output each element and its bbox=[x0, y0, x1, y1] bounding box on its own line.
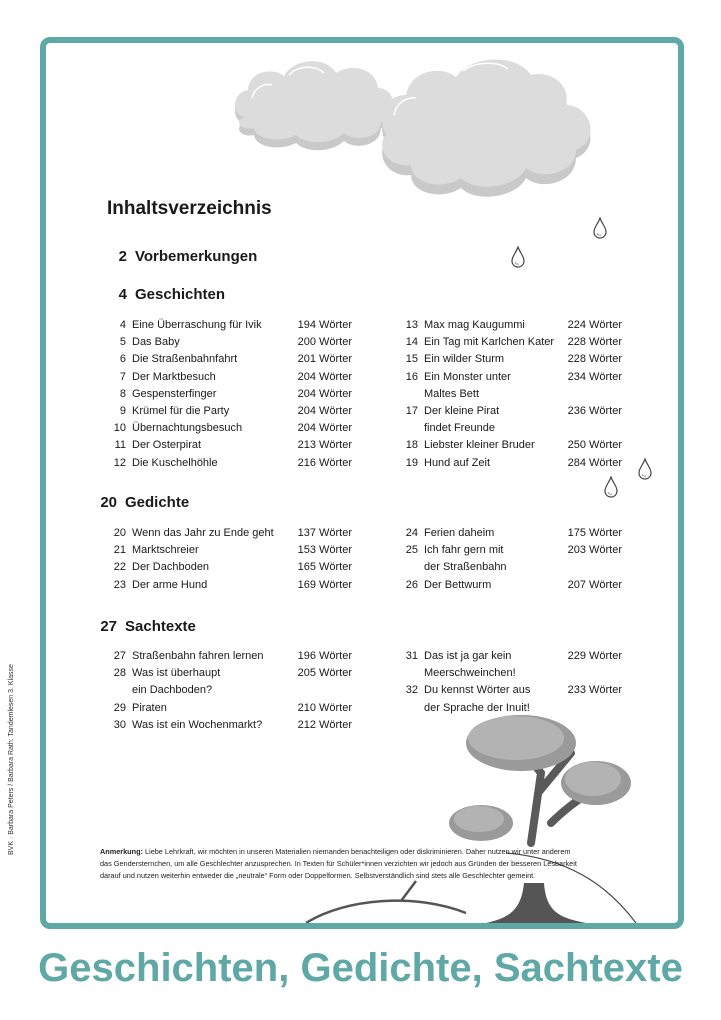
entry-title-line: Max mag Kaugummi bbox=[424, 319, 525, 331]
entry-title-line: ein Dachboden? bbox=[132, 684, 213, 697]
entry-word-count: 196 Wörter bbox=[297, 650, 352, 662]
section-label: Geschichten bbox=[135, 286, 226, 303]
section-page: 4 bbox=[118, 286, 127, 303]
entry-title-line: Was ist überhaupt bbox=[132, 667, 221, 680]
entry-word-count: 200 Wörter bbox=[297, 336, 352, 349]
entry-word-count: 233 Wörter bbox=[567, 684, 622, 697]
entry-title-line: der Sprache der Inuit! bbox=[424, 701, 530, 714]
entry-word-count: 165 Wörter bbox=[297, 561, 352, 574]
entry-title bbox=[132, 455, 298, 472]
entry-title-line: Das Baby bbox=[132, 336, 180, 349]
toc-entry bbox=[396, 351, 622, 368]
toc-entry bbox=[104, 717, 352, 734]
entry-page: 6 bbox=[119, 353, 126, 366]
entry-title bbox=[424, 455, 568, 472]
entry-title-line: Der Osterpirat bbox=[132, 439, 202, 452]
section-sachtexte bbox=[97, 618, 196, 635]
entry-word-count: 210 Wörter bbox=[297, 701, 352, 714]
entry-title bbox=[132, 386, 298, 403]
sachtexte-right-column bbox=[396, 648, 622, 717]
toc-entry bbox=[396, 525, 622, 542]
toc-entry bbox=[396, 403, 622, 437]
entry-word-count: 203 Wörter bbox=[567, 544, 622, 557]
cloud-large-icon bbox=[382, 59, 590, 196]
entry-title bbox=[424, 351, 568, 368]
entry-title bbox=[132, 351, 298, 368]
entry-title bbox=[132, 403, 298, 420]
entry-word-count: 137 Wörter bbox=[297, 527, 352, 539]
entry-title bbox=[424, 648, 568, 682]
entry-page: 12 bbox=[113, 456, 126, 469]
entry-title bbox=[132, 700, 298, 717]
entry-title-line: Marktschreier bbox=[132, 544, 199, 557]
entry-title-line: Der Marktbesuch bbox=[132, 370, 216, 383]
entry-title-line: Übernachtungsbesuch bbox=[132, 422, 243, 435]
sachtexte-left-column bbox=[104, 648, 352, 734]
entry-title bbox=[132, 665, 298, 699]
entry-word-count: 213 Wörter bbox=[297, 439, 352, 452]
entry-page: 28 bbox=[113, 667, 126, 680]
raindrop-icon bbox=[511, 246, 525, 268]
entry-word-count: 175 Wörter bbox=[567, 527, 622, 539]
entry-title bbox=[424, 437, 568, 454]
toc-entry bbox=[104, 386, 352, 403]
raindrop-icon bbox=[638, 458, 652, 480]
entry-title bbox=[424, 577, 568, 594]
geschichten-left-column bbox=[104, 317, 352, 472]
note-text: Liebe Lehrkraft, wir möchten in unseren Materialien niemanden benachteiligen oder diskriminieren. Daher nutzen wir unter anderem das Gendersternchen, um alle Geschlechter anzusprechen. In Texten für Schüler*innen verzichten wir jedoch aus Gründen der besseren Lesbarkeit darauf und nutzen weiterhin entweder die „neutrale“ Form oder Doppelformen. Selbstverständlich sind stets alle Geschlechter gemeint. bbox=[100, 847, 577, 881]
entry-word-count: 207 Wörter bbox=[567, 578, 622, 591]
section-page: 2 bbox=[118, 248, 127, 265]
toc-entry bbox=[396, 437, 622, 454]
gedichte-right-column bbox=[396, 525, 622, 594]
entry-page: 17 bbox=[405, 405, 418, 418]
entry-word-count: 234 Wörter bbox=[567, 370, 622, 383]
entry-title-line: Hund auf Zeit bbox=[424, 456, 491, 469]
entry-title bbox=[424, 369, 568, 403]
entry-title-line: Der kleine Pirat bbox=[424, 405, 500, 418]
entry-title-line: Ferien daheim bbox=[424, 527, 495, 539]
entry-word-count: 201 Wörter bbox=[297, 353, 352, 366]
entry-title-line: Ich fahr gern mit bbox=[424, 544, 504, 557]
bottom-title: Geschichten, Gedichte, Sachtexte bbox=[38, 946, 683, 990]
entry-word-count: 284 Wörter bbox=[567, 456, 622, 469]
clouds-illustration bbox=[226, 53, 626, 213]
entry-title bbox=[132, 334, 298, 351]
entry-title bbox=[424, 542, 568, 576]
entry-title-line: Was ist ein Wochenmarkt? bbox=[132, 718, 263, 731]
toc-entry bbox=[396, 455, 622, 472]
toc-entry bbox=[104, 700, 352, 717]
page-frame bbox=[40, 37, 684, 929]
entry-page: 10 bbox=[113, 422, 126, 435]
entry-title bbox=[424, 317, 568, 334]
entry-title-line: Der Dachboden bbox=[132, 561, 210, 574]
entry-page: 11 bbox=[114, 439, 126, 452]
toc-entry bbox=[396, 682, 622, 716]
entry-word-count: 205 Wörter bbox=[297, 667, 352, 680]
entry-title-line: Ein wilder Sturm bbox=[424, 353, 505, 366]
entry-title-line: Gespensterfinger bbox=[132, 387, 217, 400]
entry-page: 15 bbox=[405, 353, 418, 366]
entry-word-count: 228 Wörter bbox=[567, 353, 622, 366]
gedichte-left-column bbox=[104, 525, 352, 594]
toc-entry bbox=[104, 455, 352, 472]
section-geschichten bbox=[107, 286, 225, 303]
entry-title bbox=[132, 648, 298, 665]
section-page: 20 bbox=[100, 494, 117, 511]
toc-entry bbox=[104, 334, 352, 351]
section-label: Gedichte bbox=[125, 494, 190, 511]
entry-title-line: Die Straßenbahnfahrt bbox=[132, 353, 238, 366]
entry-page: 16 bbox=[405, 370, 418, 383]
entry-page: 4 bbox=[119, 319, 126, 331]
toc-entry bbox=[396, 542, 622, 576]
entry-title bbox=[132, 369, 298, 386]
entry-page: 7 bbox=[119, 370, 126, 383]
entry-word-count: 216 Wörter bbox=[297, 456, 352, 469]
entry-title bbox=[424, 682, 568, 716]
tree-crown-icon bbox=[466, 715, 631, 805]
entry-word-count: 169 Wörter bbox=[297, 578, 352, 591]
entry-word-count: 204 Wörter bbox=[297, 370, 352, 383]
page-title: Inhaltsverzeichnis bbox=[107, 198, 272, 219]
toc-entry bbox=[104, 665, 352, 699]
entry-title-line: Das ist ja gar kein bbox=[424, 650, 512, 662]
entry-title-line: Eine Überraschung für Ivik bbox=[132, 319, 262, 331]
teacher-note bbox=[100, 846, 580, 882]
entry-title-line: Piraten bbox=[132, 701, 167, 714]
entry-page: 20 bbox=[113, 527, 126, 539]
toc-entry bbox=[396, 577, 622, 594]
toc-entry bbox=[104, 351, 352, 368]
section-label: Sachtexte bbox=[125, 618, 196, 635]
entry-page: 13 bbox=[405, 319, 418, 331]
entry-title-line: Krümel für die Party bbox=[132, 405, 230, 418]
entry-page: 23 bbox=[113, 578, 126, 591]
toc-entry bbox=[104, 369, 352, 386]
entry-page: 19 bbox=[405, 456, 418, 469]
entry-page: 14 bbox=[405, 336, 418, 349]
entry-title bbox=[132, 317, 298, 334]
entry-page: 26 bbox=[405, 578, 418, 591]
entry-title-line: Maltes Bett bbox=[424, 387, 480, 400]
section-page: 27 bbox=[100, 618, 117, 635]
entry-page: 32 bbox=[405, 684, 418, 697]
entry-page: 31 bbox=[405, 650, 418, 662]
entry-title bbox=[132, 717, 298, 734]
entry-title-line: Wenn das Jahr zu Ende geht bbox=[132, 527, 274, 539]
toc-entry bbox=[104, 542, 352, 559]
entry-word-count: 224 Wörter bbox=[567, 319, 622, 331]
entry-page: 18 bbox=[405, 439, 418, 452]
entry-title bbox=[132, 542, 298, 559]
toc-entry bbox=[104, 403, 352, 420]
entry-page: 22 bbox=[113, 561, 126, 574]
entry-title bbox=[132, 420, 298, 437]
entry-title-line: Die Kuschelhöhle bbox=[132, 456, 218, 469]
entry-title-line: Ein Tag mit Karlchen Kater bbox=[424, 336, 555, 349]
toc-entry bbox=[104, 437, 352, 454]
entry-page: 5 bbox=[119, 336, 126, 349]
section-gedichte bbox=[97, 494, 189, 511]
toc-entry bbox=[396, 334, 622, 351]
section-vorbemerkungen bbox=[107, 248, 257, 265]
bush-icon bbox=[449, 805, 513, 841]
entry-word-count: 153 Wörter bbox=[297, 544, 352, 557]
entry-title bbox=[132, 577, 298, 594]
entry-title bbox=[424, 334, 568, 351]
entry-word-count: 212 Wörter bbox=[297, 718, 352, 731]
entry-title bbox=[132, 437, 298, 454]
toc-entry bbox=[396, 369, 622, 403]
side-credit: BVK · Barbara Peters / Barbara Rath: Tandemlesen 3. Klasse bbox=[8, 664, 15, 855]
entry-title-line: Meerschweinchen! bbox=[424, 667, 516, 680]
toc-entry bbox=[104, 317, 352, 334]
tree-illustration bbox=[306, 713, 678, 923]
entry-title-line: Der Bettwurm bbox=[424, 578, 492, 591]
raindrop-icon bbox=[604, 476, 618, 498]
entry-word-count: 194 Wörter bbox=[297, 319, 352, 331]
toc-entry bbox=[104, 648, 352, 665]
toc-entry bbox=[104, 577, 352, 594]
entry-word-count: 204 Wörter bbox=[297, 387, 352, 400]
entry-title bbox=[132, 559, 298, 576]
entry-title-line: Du kennst Wörter aus bbox=[424, 684, 531, 697]
note-label: Anmerkung: bbox=[100, 847, 143, 857]
entry-word-count: 228 Wörter bbox=[567, 336, 622, 349]
entry-word-count: 204 Wörter bbox=[297, 422, 352, 435]
entry-title-line: der Straßenbahn bbox=[424, 561, 507, 574]
toc-entry bbox=[104, 525, 352, 542]
entry-page: 29 bbox=[113, 701, 126, 714]
entry-page: 8 bbox=[119, 387, 126, 400]
entry-page: 27 bbox=[113, 650, 126, 662]
section-label: Vorbemerkungen bbox=[135, 248, 258, 265]
entry-title-line: Der arme Hund bbox=[132, 578, 208, 591]
cloud-small-icon bbox=[235, 61, 394, 150]
entry-page: 24 bbox=[405, 527, 418, 539]
toc-entry bbox=[104, 559, 352, 576]
toc-entry bbox=[396, 317, 622, 334]
entry-title bbox=[424, 403, 568, 437]
entry-title bbox=[424, 525, 568, 542]
entry-title bbox=[132, 525, 298, 542]
entry-page: 30 bbox=[113, 718, 126, 731]
entry-title-line: Ein Monster unter bbox=[424, 370, 511, 383]
entry-title-line: Liebster kleiner Bruder bbox=[424, 439, 535, 452]
entry-title-line: findet Freunde bbox=[424, 422, 495, 435]
entry-page: 9 bbox=[119, 405, 126, 418]
entry-title-line: Straßenbahn fahren lernen bbox=[132, 650, 264, 662]
entry-word-count: 229 Wörter bbox=[567, 650, 622, 662]
entry-page: 21 bbox=[113, 544, 126, 557]
toc-entry bbox=[104, 420, 352, 437]
geschichten-right-column bbox=[396, 317, 622, 472]
entry-page: 25 bbox=[405, 544, 418, 557]
entry-word-count: 250 Wörter bbox=[567, 439, 622, 452]
entry-word-count: 236 Wörter bbox=[567, 405, 622, 418]
entry-word-count: 204 Wörter bbox=[297, 405, 352, 418]
toc-entry bbox=[396, 648, 622, 682]
raindrop-icon bbox=[593, 217, 607, 239]
